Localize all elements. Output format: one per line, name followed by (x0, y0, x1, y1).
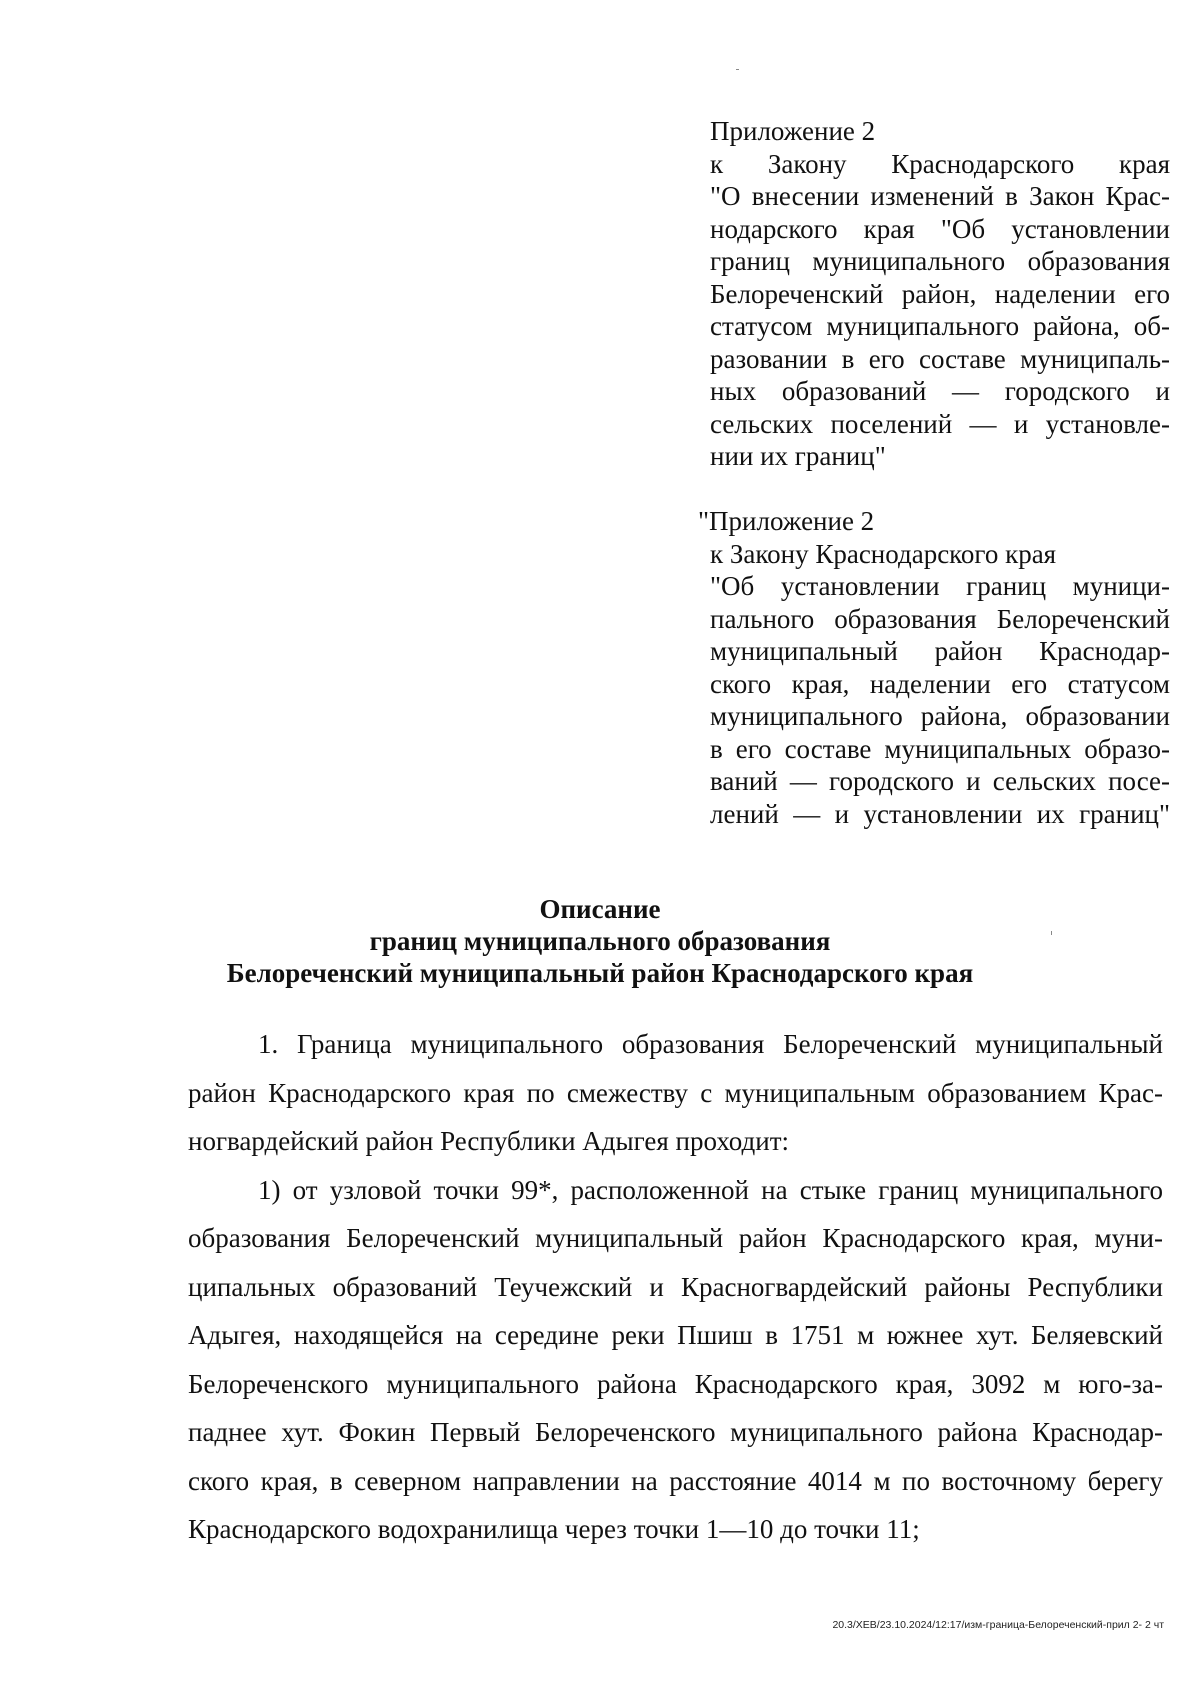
document-body (188, 1020, 1163, 1554)
appendix-line: к Закону Краснодарского края (710, 538, 1057, 569)
scan-speck (1051, 931, 1052, 935)
body-line: 1) от узловой точки 99*, расположенной на стыке границ муниципального (258, 1174, 1163, 1205)
appendix-line: муниципальный район Краснодар- (710, 636, 1170, 666)
body-line: ногвардейский район Республики Адыгея проходит: (188, 1126, 790, 1156)
body-line: паднее хут. Фокин Первый Белореченского муниципального района Краснодар- (188, 1417, 1163, 1447)
body-line: Краснодарского водохранилища через точки 1—10 до точки 11; (188, 1514, 920, 1544)
appendix-heading-new (710, 115, 1170, 473)
appendix-line: границ муниципального образования (710, 246, 1170, 276)
appendix-title: Приложение 2 (710, 116, 876, 146)
appendix-line: ных образований — городского и (710, 376, 1170, 406)
body-line: ципальных образований Теучежский и Красногвардейский районы Республики (188, 1271, 1163, 1302)
appendix-line: ского края, наделении его статусом (710, 668, 1170, 699)
appendix-line: "Об установлении границ муници- (710, 571, 1170, 601)
scan-speck (736, 69, 739, 70)
appendix-line: статусом муниципального района, об- (710, 311, 1170, 341)
paragraph-2 (188, 1166, 1163, 1554)
document-title (170, 893, 1030, 989)
body-line: район Краснодарского края по смежеству с муниципальным образованием Крас- (188, 1077, 1163, 1108)
body-line: Адыгея, находящейся на середине реки Пшиш в 1751 м южнее хут. Беляевский (188, 1320, 1163, 1350)
appendix-line: пального образования Белореченский (710, 603, 1170, 634)
appendix-line: разовании в его составе муниципаль- (710, 343, 1170, 374)
appendix-line: сельских поселений — и установле- (710, 408, 1170, 439)
appendix-line: Белореченский район, наделении его (710, 278, 1170, 309)
appendix-line: лений — и установлении их границ" (710, 798, 1170, 829)
body-line: 1. Граница муниципального образования Белореченский муниципальный (258, 1029, 1163, 1059)
footer-reference: 20.3/ХЕВ/23.10.2024/12:17/изм-граница-Белореченский-прил 2- 2 чт (832, 1619, 1164, 1631)
body-line: образования Белореченский муниципальный район Краснодарского края, муни- (188, 1223, 1163, 1253)
appendix-line: нодарского края "Об установлении (710, 213, 1170, 244)
title-line: границ муниципального образования (369, 926, 831, 956)
paragraph-1 (188, 1020, 1163, 1166)
appendix-line: ваний — городского и сельских посе- (710, 766, 1170, 796)
title-line: Описание (539, 894, 661, 924)
appendix-line: "О внесении изменений в Закон Крас- (710, 181, 1170, 211)
appendix-line: муниципального района, образовании (710, 701, 1170, 731)
title-line: Белореченский муниципальный район Краснодарского края (226, 958, 974, 988)
body-line: Белореченского муниципального района Краснодарского края, 3092 м юго-за- (188, 1368, 1163, 1399)
body-line: ского края, в северном направлении на расстояние 4014 м по восточному берегу (188, 1465, 1163, 1496)
appendix-line: в его составе муниципальных образо- (710, 733, 1170, 764)
appendix-line: нии их границ" (710, 441, 886, 471)
appendix-title: "Приложение 2 (698, 506, 875, 536)
appendix-line: к Закону Краснодарского края (710, 148, 1170, 179)
appendix-heading-old (698, 505, 1170, 830)
